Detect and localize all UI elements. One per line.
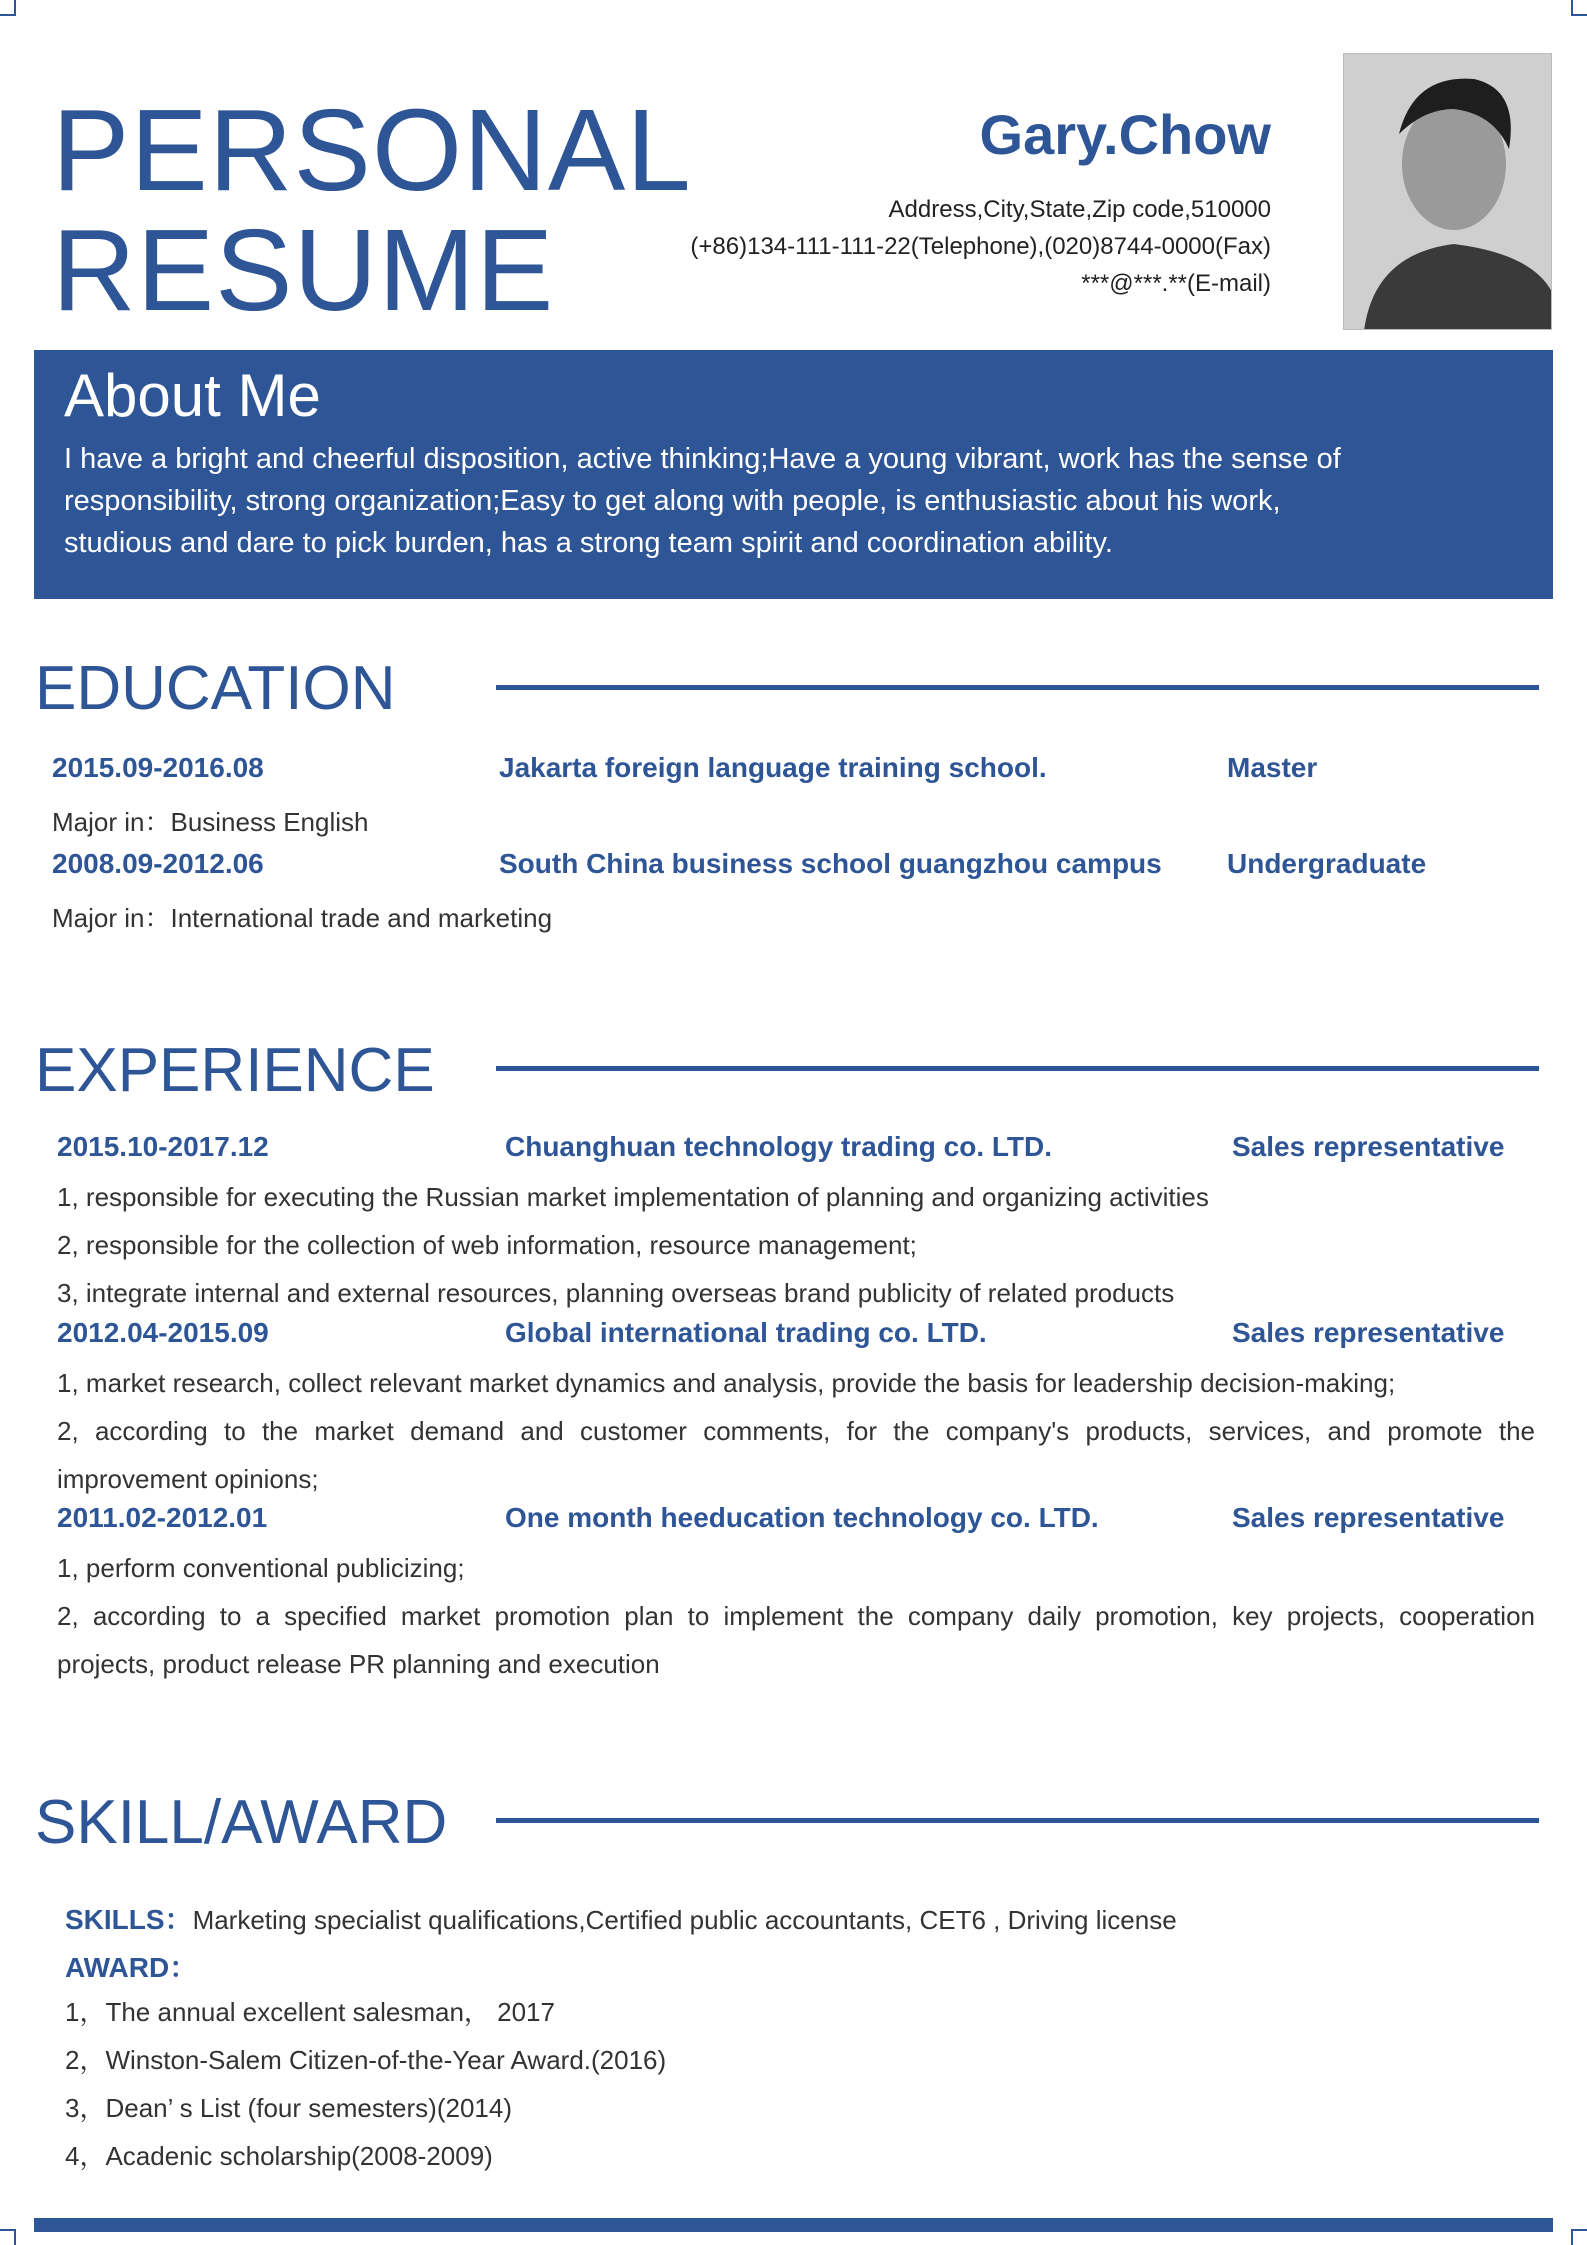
experience-divider: [496, 1066, 1539, 1071]
about-me-line: studious and dare to pick burden, has a strong team spirit and coordination ability.: [64, 527, 1113, 559]
skills-row: [65, 1898, 1177, 1938]
education-school: Jakarta foreign language training school.: [499, 752, 1047, 783]
award-item: 4，Acadenic scholarship(2008-2009): [65, 2141, 493, 2171]
experience-duties: [57, 1359, 1535, 1503]
award-item: 1，The annual excellent salesman， 2017: [65, 1997, 555, 2027]
profile-photo: [1343, 53, 1552, 330]
experience-role: Sales representative: [1232, 1131, 1505, 1162]
experience-company: One month heeducation technology co. LTD.: [505, 1502, 1099, 1533]
email-text: ***@***.**(E-mail): [1081, 270, 1271, 297]
education-heading: EDUCATION: [35, 654, 396, 723]
skills-text: Marketing specialist qualifications,Certified public accountants, CET6 , Driving license: [192, 1905, 1177, 1935]
duty-line: 2, responsible for the collection of web information, resource management;: [57, 1230, 917, 1260]
experience-date: 2011.02-2012.01: [57, 1502, 268, 1533]
address-text: Address,City,State,Zip code,510000: [888, 196, 1271, 223]
about-me-line: I have a bright and cheerful disposition, active thinking;Have a young vibrant, work has the sense of: [64, 443, 1341, 475]
duty-line: 2, according to the market demand and customer comments, for the company's products, services, and promote the: [57, 1416, 1535, 1446]
award-label: AWARD：: [65, 1952, 198, 1983]
education-school: South China business school guangzhou campus: [499, 848, 1162, 879]
education-major: Major in：Business English: [52, 807, 369, 837]
education-major: Major in：International trade and marketing: [52, 903, 553, 933]
duty-line: projects, product release PR planning and execution: [57, 1649, 660, 1679]
resume-title-line1: PERSONAL: [52, 85, 692, 215]
duty-line: 1, responsible for executing the Russian market implementation of planning and organizing activities: [57, 1182, 1209, 1212]
experience-company: Chuanghuan technology trading co. LTD.: [505, 1131, 1053, 1162]
skill-award-divider: [496, 1818, 1539, 1823]
experience-heading: EXPERIENCE: [35, 1036, 435, 1105]
skill-award-heading: SKILL/AWARD: [35, 1788, 448, 1857]
crop-mark-bottom-left: [0, 2229, 16, 2245]
experience-duties: [57, 1173, 1535, 1317]
duty-line: 2, according to a specified market promotion plan to implement the company daily promotion, key projects, cooperation: [57, 1601, 1535, 1631]
duty-line: 3, integrate internal and external resources, planning overseas brand publicity of related products: [57, 1278, 1175, 1308]
person-name: Gary.Chow: [979, 103, 1271, 166]
resume-title: [52, 85, 692, 335]
crop-mark-top-right: [1571, 0, 1587, 16]
education-degree: Undergraduate: [1227, 848, 1427, 879]
education-degree: Master: [1227, 752, 1318, 783]
experience-role: Sales representative: [1232, 1317, 1505, 1348]
portrait-image-icon: [1344, 54, 1552, 330]
experience-duties: [57, 1544, 1535, 1688]
about-me-section: [34, 350, 1553, 599]
award-item: 3，Dean’ s List (four semesters)(2014): [65, 2093, 512, 2123]
about-me-title: About Me: [64, 362, 321, 429]
crop-mark-bottom-right: [1571, 2229, 1587, 2245]
crop-mark-top-left: [0, 0, 16, 16]
education-date: 2015.09-2016.08: [52, 752, 264, 783]
experience-date: 2012.04-2015.09: [57, 1317, 269, 1348]
duty-line: 1, market research, collect relevant market dynamics and analysis, provide the basis for leadership decision-making;: [57, 1368, 1396, 1398]
duty-line: improvement opinions;: [57, 1464, 319, 1494]
duty-line: 1, perform conventional publicizing;: [57, 1553, 465, 1583]
award-list: [65, 1988, 1465, 2180]
experience-role: Sales representative: [1232, 1502, 1505, 1533]
experience-company: Global international trading co. LTD.: [505, 1317, 987, 1348]
education-date: 2008.09-2012.06: [52, 848, 264, 879]
education-divider: [496, 685, 1539, 690]
skills-label: SKILLS：: [65, 1904, 193, 1935]
resume-title-line2: RESUME: [52, 205, 555, 335]
about-me-line: responsibility, strong organization;Easy to get along with people, is enthusiastic about his work,: [64, 485, 1281, 517]
experience-date: 2015.10-2017.12: [57, 1131, 269, 1162]
footer-bar: [34, 2218, 1553, 2232]
about-me-text: [64, 438, 1523, 564]
award-item: 2，Winston-Salem Citizen-of-the-Year Award.(2016): [65, 2045, 667, 2075]
phone-text: (+86)134-111-111-22(Telephone),(020)8744-0000(Fax): [690, 233, 1271, 260]
